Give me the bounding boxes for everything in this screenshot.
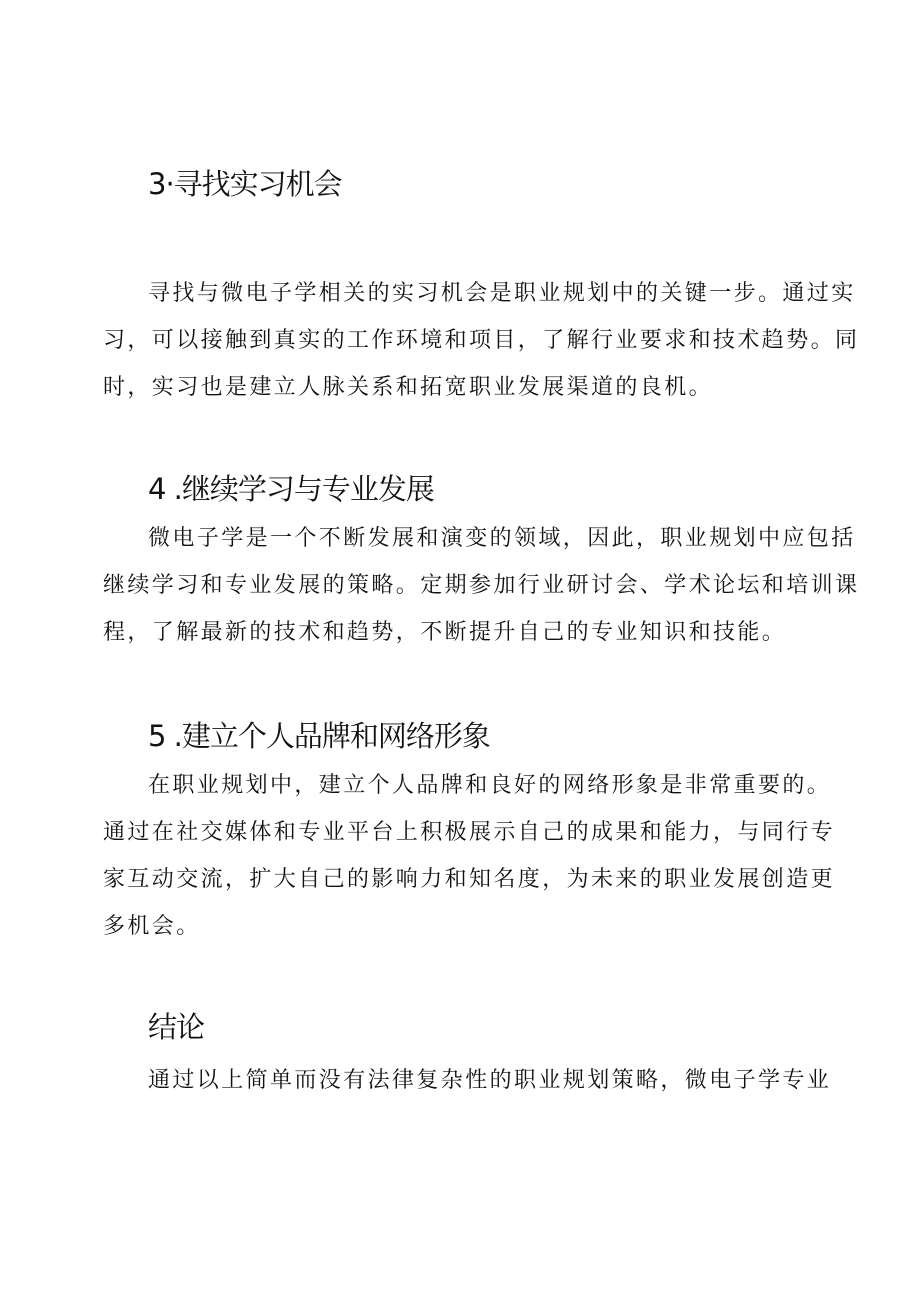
paragraph-line: 在职业规划中，建立个人品牌和良好的网络形象是非常重要的。 — [148, 773, 832, 798]
paragraph-line: 通过在社交媒体和专业平台上积极展示自己的成果和能力，与同行专 — [103, 820, 836, 845]
section-heading-conclusion: 结论 — [148, 1010, 205, 1044]
paragraph-line: 时，实习也是建立人脉关系和拓宽职业发展渠道的良机。 — [103, 375, 714, 400]
paragraph-line: 习，可以接触到真实的工作环境和项目，了解行业要求和技术趋势。同 — [103, 328, 860, 353]
paragraph-line: 通过以上简单而没有法律复杂性的职业规划策略，微电子学专业 — [148, 1068, 832, 1093]
paragraph-conclusion — [103, 1057, 832, 1104]
paragraph-personal-brand — [103, 762, 836, 950]
section-heading-internship: 3·寻找实习机会 — [148, 167, 342, 201]
paragraph-internship — [103, 270, 860, 411]
paragraph-line: 程，了解最新的技术和趋势，不断提升自己的专业知识和技能。 — [103, 620, 787, 645]
paragraph-line: 多机会。 — [103, 914, 201, 939]
paragraph-line: 家互动交流，扩大自己的影响力和知名度，为未来的职业发展创造更 — [103, 867, 836, 892]
paragraph-line: 微电子学是一个不断发展和演变的领域，因此，职业规划中应包括 — [148, 526, 856, 551]
paragraph-line: 寻找与微电子学相关的实习机会是职业规划中的关键一步。通过实 — [148, 281, 856, 306]
paragraph-continued-learning — [103, 515, 860, 656]
section-heading-continued-learning: 4 .继续学习与专业发展 — [148, 472, 434, 506]
section-heading-personal-brand: 5 .建立个人品牌和网络形象 — [148, 719, 490, 753]
paragraph-line: 继续学习和专业发展的策略。定期参加行业研讨会、学术论坛和培训课 — [103, 573, 860, 598]
